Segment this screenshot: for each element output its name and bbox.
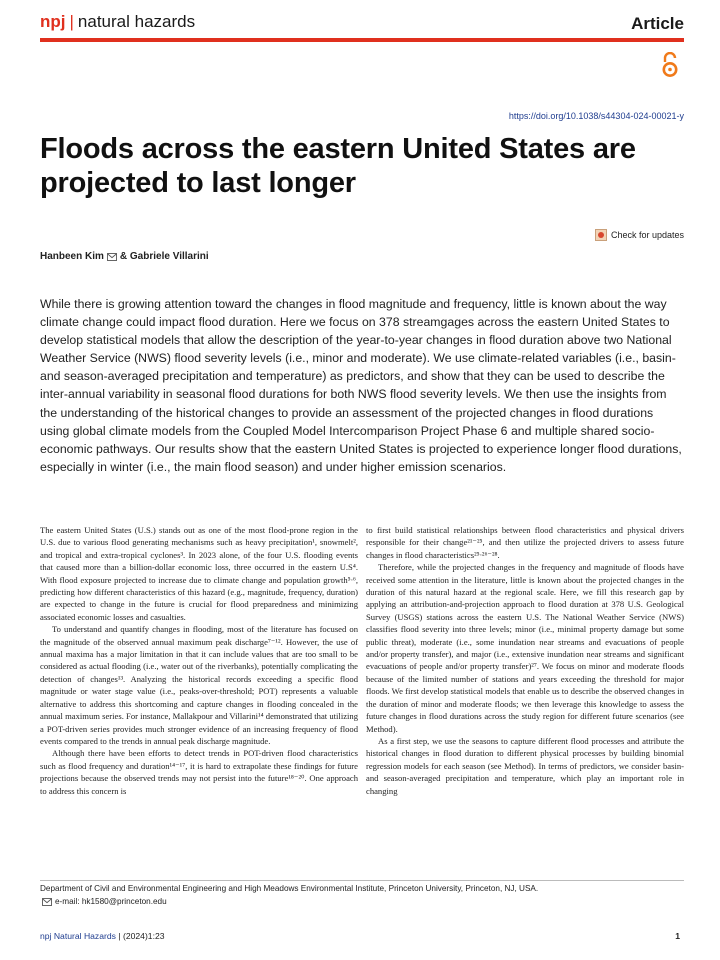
- affiliation: Department of Civil and Environmental Engineering and High Meadows Environmental Institute, Princeton University, Princeton, NJ, USA.: [40, 884, 539, 893]
- body-column-right: [366, 524, 684, 797]
- envelope-icon[interactable]: [107, 253, 117, 261]
- journal-name: [40, 12, 195, 32]
- body-paragraph: to first build statistical relationships between flood characteristics and physical drivers responsible for their change²¹⁻²⁵, and then utilize the projected drivers to assess future changes in flood characteristics²⁵ᐧ²⁶⁻²⁸.: [366, 525, 684, 560]
- body-paragraph: To understand and quantify changes in flooding, most of the literature has focused on the magnitude of the observed annual maximum peak discharge⁷⁻¹². However, the use of annual maxima has a major limitation in that it can include values that are too small to be considered as actual flooding (i.e., water out of the riverbanks), potentially complicating the detection of changes¹³. Analyzing the historical records exceeding a specific flood magnitude or water stage value (i.e., peaks-over-threshold; POT) represents a valuable alternative to address this shortcoming and capture changes in flooding concealed in the annual maximum series. For instance, Mallakpour and Villarini¹⁴ demonstrated that utilizing a POT-driven series provides much stronger evidence of an increasing frequency of flood events compared to the trends in annual peak discharge magnitude.: [40, 624, 358, 746]
- check-updates-button[interactable]: [595, 229, 684, 241]
- author-list: [40, 251, 209, 262]
- affiliation-divider: [40, 880, 684, 881]
- journal-title: natural hazards: [77, 12, 196, 31]
- email-line: [42, 897, 167, 906]
- article-title: Floods across the eastern United States are projected to last longer: [40, 133, 636, 199]
- footer-citation: [40, 931, 165, 941]
- footer-journal[interactable]: npj Natural Hazards: [40, 931, 116, 941]
- header-rule: [40, 38, 684, 42]
- email-address[interactable]: hk1580@princeton.edu: [81, 897, 167, 906]
- envelope-icon: [42, 898, 52, 906]
- page-number: 1: [675, 931, 680, 941]
- body-paragraph: Therefore, while the projected changes in the frequency and magnitude of floods have received some attention in the literature, little is known about the projected changes in the duration of this natural hazard at the regional scale. Here, we fill this research gap by applying an attribution-and-projection approach to flood duration at 378 U.S. Geological Survey (USGS) stations across the eastern U.S. The National Weather Service (NWS) classifies flood severity into three levels; minor (i.e., minimal property damage but some public threat), moderate (i.e., some inundation near streams and evacuations of people and/or property transfer), and major (i.e., extensive inundation near streams and significant evacuations of people and/or property transfer)²⁷. We focus on minor and moderate floods because of the limited number of stations and years exceeding the threshold for major floods. We first develop statistical models that enable us to describe the observed changes in the duration of minor and moderate floods; we then leverage this knowledge to assess the future changes in flood durations across the study region for different future scenarios (see Method).: [366, 562, 684, 734]
- body-column-left: [40, 524, 358, 797]
- body-paragraph: The eastern United States (U.S.) stands out as one of the most flood-prone region in the U.S. due to various flood generating mechanisms such as heavy precipitation¹, snowmelt², and tropical and extra-tropical cyclones³. In 2023 alone, of the four U.S. flooding events that caused more than a billion-dollar economic loss, three occurred in the eastern U.S⁴. With flood exposure projected to increase due to climate change and population growth⁵ᐧ⁶, predicting how different characteristics of this hazard (e.g., magnitude, frequency, duration) are expected to change in the future is crucial for flood preparedness and minimizing associated economic losses and casualties.: [40, 525, 358, 622]
- check-updates-icon: [595, 229, 607, 241]
- check-updates-label: Check for updates: [610, 230, 684, 240]
- journal-prefix: npj: [40, 12, 66, 31]
- doi-link[interactable]: https://doi.org/10.1038/s44304-024-00021-y: [508, 111, 684, 121]
- abstract: While there is growing attention toward the changes in flood magnitude and frequency, little is known about the way climate change could impact flood duration. Here we focus on 378 streamgages across the eastern United States to develop statistical models that allow the description of the year-to-year changes in flood duration above two National Weather Service (NWS) flood severity levels (i.e., minor and moderate). We use climate-related variables (i.e., basin- and season-averaged precipitation and temperature) as predictors, and show that they can be used to describe the inter-annual variability in seasonal flood durations for both NWS flood severity levels. We then use the insights from the understanding of the historical changes to provide an assessment of the projected changes in flood durations using global climate models from the Coupled Model Intercomparison Project Phase 6 and multiple shared socio-economic pathways. Our results show that the eastern United States is projected to experience longer flood durations, especially in winter (i.e., the main flood season) and under higher emission scenarios.: [40, 297, 682, 474]
- author-name: Hanbeen Kim: [40, 251, 104, 262]
- coauthor-name: & Gabriele Villarini: [119, 251, 209, 262]
- body-paragraph: Although there have been efforts to detect trends in POT-driven flood characteristics such as flood frequency and duration¹⁴⁻¹⁷, it is hard to extrapolate these findings for future projections because the observed trends may not persist into the future¹⁸⁻²⁰. One approach to address this concern is: [40, 748, 358, 796]
- body-paragraph: As a first step, we use the seasons to capture different flood processes and attribute the historical changes in flood duration to different physical processes by building binomial regression models for each season (see Method). In terms of predictors, we consider basin- and season-averaged precipitation and temperature, which play an important role in changing: [366, 735, 684, 796]
- article-type: Article: [631, 14, 684, 33]
- journal-separator: |: [69, 12, 74, 31]
- email-label: e-mail:: [55, 897, 80, 906]
- open-access-icon: [660, 52, 680, 78]
- footer-volume: | (2024)1:23: [118, 931, 165, 941]
